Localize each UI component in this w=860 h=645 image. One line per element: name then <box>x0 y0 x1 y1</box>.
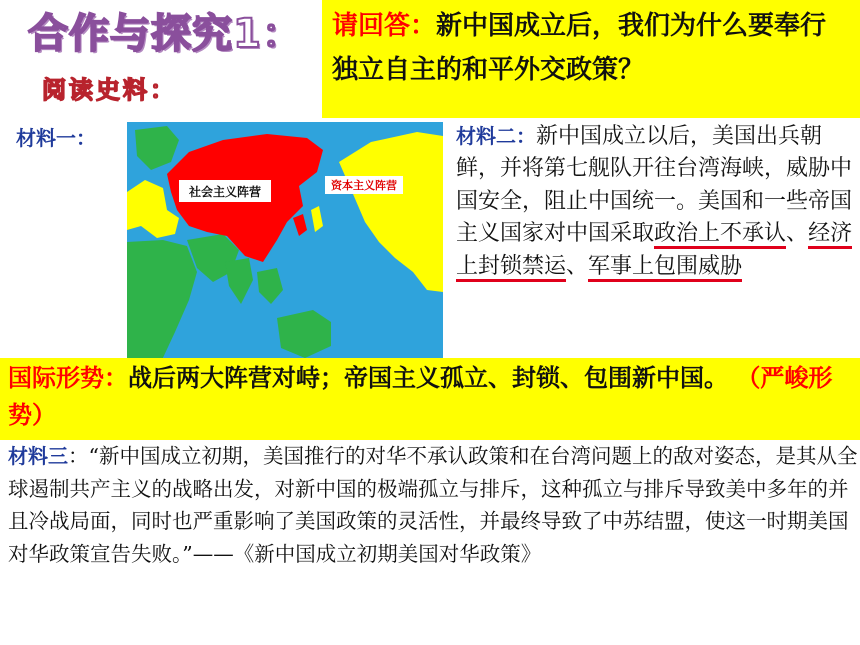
material3-body: ：“新中国成立初期，美国推行的对华不承认政策和在台湾问题上的敌对姿态，是其从全球遏制共产主义的战略出发，对新中国的极端孤立与排斥，这种孤立与排斥导致美中多年的并且冷战局面，同时也严重影响了美国政策的灵活性，并最终导致了中苏结盟，使这一时期美国对华政策宣告失败。”——《新中国成立初期美国对华政策》 <box>8 444 858 566</box>
material2-plain3: 、 <box>566 253 589 279</box>
material1-label: 材料一： <box>16 126 96 150</box>
slide-subtitle: 阅读史料： <box>42 76 177 104</box>
situation-paren-close: ） <box>32 401 56 429</box>
world-map <box>127 122 443 362</box>
material2-label: 材料二： <box>456 124 536 148</box>
question-prefix: 请回答： <box>332 11 437 41</box>
material2-text <box>456 120 856 283</box>
slide-title: 合作与探究1： <box>28 11 303 57</box>
material2-underline2: 经济上封锁禁运 <box>456 221 852 281</box>
question-text: 新中国成立后，我们为什么要奉行独立自主的和平外交政策？ <box>332 11 827 85</box>
situation-answer: 严峻形势 <box>8 364 833 429</box>
material2-plain1: 采取 <box>610 221 655 247</box>
material3-label: 材料三 <box>8 444 68 468</box>
material2-underline1: 政治上不承认 <box>654 221 786 249</box>
situation-box <box>0 358 860 440</box>
material2-underline3: 军事上包围威胁 <box>588 254 742 282</box>
material3-text <box>8 440 858 570</box>
material2-plain2: 、 <box>786 221 809 247</box>
question-box <box>322 0 860 118</box>
situation-paren-open: （ <box>736 364 761 392</box>
situation-text: 战后两大阵营对峙；帝国主义孤立、封锁、包围新中国。 <box>128 364 728 392</box>
capitalist-camp-label: 资本主义阵营 <box>331 179 397 192</box>
socialist-camp-label: 社会主义阵营 <box>188 185 262 199</box>
material2-body: 新中国成立以后，美国出兵朝鲜，并将第七舰队开往台湾海峡，威胁中国安全，阻止中国统一。美国和一些帝国主义国家对中国 <box>456 124 853 247</box>
situation-prefix: 国际形势： <box>8 364 128 392</box>
